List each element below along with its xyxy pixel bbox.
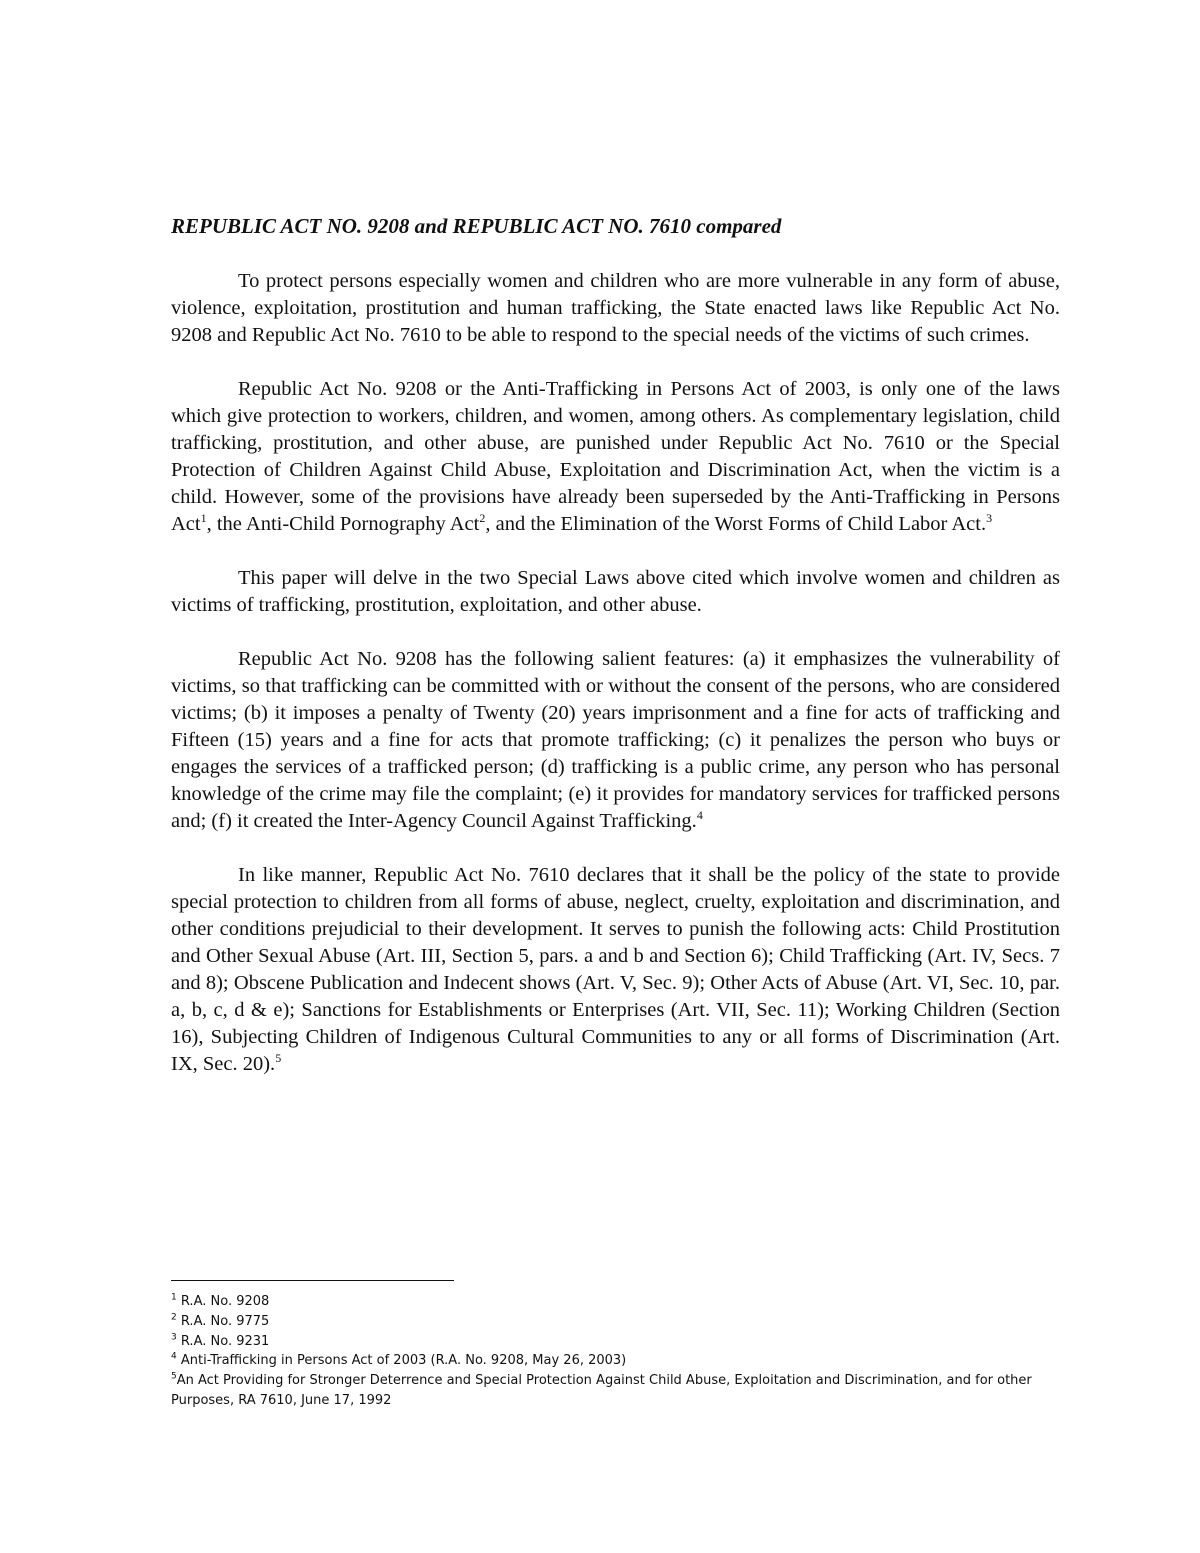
footnote-ref-5[interactable]: 5 — [275, 1051, 282, 1066]
document-title: REPUBLIC ACT NO. 9208 and REPUBLIC ACT NO. 7610 compared — [171, 214, 782, 238]
footnote-text: R.A. No. 9208 — [176, 1294, 270, 1309]
paragraph-text: Republic Act No. 9208 has the following salient features: (a) it emphasizes the vulnerability of victims, so that trafficking can be committed with or without the consent of the persons, who are considered victims; (b) it imposes a penalty of Twenty (20) years imprisonment and a fine for acts of trafficking and Fifteen (15) years and a fine for acts that promote trafficking; (c) it penalizes the person who buys or engages the services of a trafficked person; (d) trafficking is a public crime, any person who has personal knowledge of the crime may file the complaint; (e) it provides for mandatory services for trafficked persons and; (f) it created the Inter-Agency Council Against Trafficking. — [171, 648, 1060, 832]
document-body — [171, 268, 1060, 1105]
paragraph-intro: To protect persons especially women and children who are more vulnerable in any form of abuse, violence, exploitation, prostitution and human trafficking, the State enacted laws like Republic Act No. 9208 and Republic Act No. 7610 to be able to respond to the special needs of the victims of such crimes. — [171, 270, 1060, 346]
footnote-number: 4 — [171, 1352, 177, 1363]
footnote-ref-3[interactable]: 3 — [986, 511, 993, 526]
paragraph-text: Republic Act No. 9208 or the Anti-Trafficking in Persons Act of 2003, is only one of the laws which give protection to workers, children, and women, among others. As complementary legislation, child trafficking, prostitution, and other abuse, are punished under Republic Act No. 7610 or the Special Protection of Children Against Child Abuse, Exploitation and Discrimination Act, when the victim is a child. However, some of the provisions have already been superseded by the Anti-Trafficking in Persons Act — [171, 378, 1060, 535]
paragraph-ra9208-overview — [171, 376, 1060, 538]
footnote-number: 2 — [171, 1312, 177, 1323]
footnote-text: R.A. No. 9231 — [176, 1333, 270, 1349]
footnote-2 — [171, 1312, 1051, 1332]
footnote-4 — [171, 1351, 1051, 1371]
footnote-ref-2[interactable]: 2 — [479, 511, 486, 526]
footnote-number: 3 — [171, 1332, 177, 1343]
paragraph-ra7610-policy — [171, 862, 1060, 1078]
paragraph-ra9208-features — [171, 646, 1060, 835]
footnote-text: R.A. No. 9775 — [176, 1313, 270, 1329]
footnote-1 — [171, 1292, 1051, 1312]
footnote-text: Anti-Trafficking in Persons Act of 2003 (R.A. No. 9208, May 26, 2003) — [176, 1353, 627, 1369]
footnote-number: 1 — [171, 1292, 177, 1303]
footnote-number: 5 — [171, 1371, 177, 1382]
footnote-ref-1[interactable]: 1 — [200, 511, 207, 526]
footnote-divider — [171, 1280, 454, 1281]
footnote-3 — [171, 1332, 1051, 1352]
paragraph-text: , and the Elimination of the Worst Forms of Child Labor Act. — [485, 513, 987, 535]
paragraph-text: In like manner, Republic Act No. 7610 declares that it shall be the policy of the state to provide special protection to children from all forms of abuse, neglect, cruelty, exploitation and discrimination, and other conditions prejudicial to their development. It serves to punish the following acts: Child Prostitution and Other Sexual Abuse (Art. III, Section 5, pars. a and b and Section 6); Child Trafficking (Art. IV, Secs. 7 and 8); Obscene Publication and Indecent shows (Art. V, Sec. 9); Other Acts of Abuse (Art. VI, Sec. 10, par. a, b, c, d & e); Sanctions for Establishments or Enterprises (Art. VII, Sec. 11); Working Children (Section 16), Subjecting Children of Indigenous Cultural Communities to any or all forms of Discrimination (Art. IX, Sec. 20). — [171, 864, 1060, 1075]
paragraph-text: , the Anti-Child Pornography Act — [206, 513, 480, 535]
footnote-ref-4[interactable]: 4 — [696, 808, 703, 823]
paragraph-scope: This paper will delve in the two Special Laws above cited which involve women and children as victims of trafficking, prostitution, exploitation, and other abuse. — [171, 567, 1060, 616]
footnote-5 — [171, 1371, 1051, 1411]
footnote-text: An Act Providing for Stronger Deterrence and Special Protection Against Child Abuse, Exploitation and Discrimination, and for other Purposes, RA 7610, June 17, 1992 — [171, 1373, 1032, 1408]
footnotes — [171, 1292, 1051, 1411]
